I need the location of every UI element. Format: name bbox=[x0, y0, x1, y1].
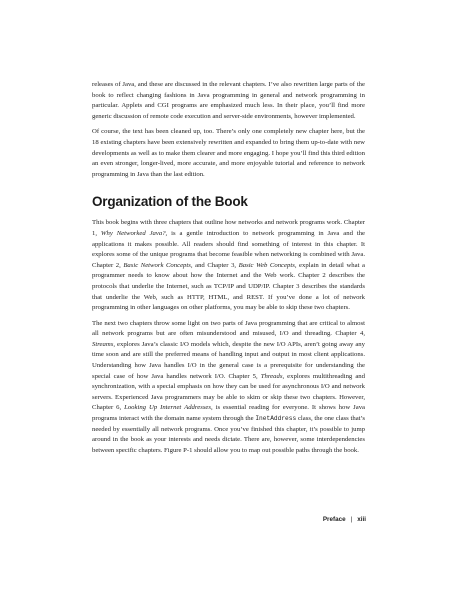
text-run: , explores multithreading and synchronization, with a special emphasis on how they can be used for asynchronous I/O and network servers. Experienced Java programmers may be able to skim or skip these two chapters. However, Chapter 6, bbox=[92, 372, 365, 412]
italic-text: Threads bbox=[260, 372, 283, 380]
footer-separator: | bbox=[350, 516, 353, 523]
italic-text: Basic Web Concepts bbox=[238, 261, 295, 269]
italic-text: Basic Network Concepts bbox=[123, 261, 191, 269]
page-content bbox=[92, 80, 365, 461]
text-run: releases of Java, and these are discussed in the relevant chapters. I’ve also rewritten large parts of the book to reflect changing fashions in Java programming in general and network programming in particular. Applets and CGI programs are emphasized much less. In their place, you’ll find more generic discussion of remote code execution and server-side environments, however implemented. bbox=[92, 81, 365, 120]
text-run: Of course, the text has been cleaned up, too. There’s only one completely new chapter here, but the 18 existing chapters have been extensively rewritten and expanded to bring them up-to-date with new developments as well as to make them clearer and more engaging. I hope you’ll find this third edition an even stronger, longer-lived, more accurate, and more enjoyable tutorial and reference to network programming in Java than the last edition. bbox=[92, 128, 365, 178]
code-text: InetAddress bbox=[255, 415, 297, 423]
body-paragraph bbox=[92, 218, 365, 313]
footer-section-title: Preface bbox=[322, 516, 346, 523]
organization-section bbox=[92, 218, 365, 456]
text-run: The next two chapters throw some light on two parts of Java programming that are critical to almost all network programs but are often misunderstood and misused, I/O and threading. Chapter 4, bbox=[92, 319, 365, 338]
body-paragraph bbox=[92, 319, 365, 457]
text-run: , is essential reading for everyone. It shows how Java programs interact with the domain name system through the bbox=[92, 404, 366, 423]
text-run: class, the one class that’s needed by essentially all network programs. Once you’ve finished this chapter, it’s possible to jump around in the book as your interests and needs dictate. There are, however, some interdependencies between specific chapters. Figure P-1 should allow you to map out possible paths through the book. bbox=[92, 415, 366, 454]
italic-text: Why Networked Java? bbox=[100, 229, 166, 237]
section-heading: Organization of the Book bbox=[92, 194, 248, 210]
body-paragraph bbox=[92, 80, 365, 122]
page-footer bbox=[300, 516, 366, 523]
italic-text: Looking Up Internet Addresses bbox=[124, 404, 211, 412]
footer-page-number: xiii bbox=[357, 516, 366, 523]
intro-section bbox=[92, 80, 365, 180]
text-run: This book begins with three chapters that outline how networks and network programs work. Chapter 1, bbox=[92, 219, 365, 237]
text-run: , and Chapter 3, bbox=[190, 261, 239, 269]
italic-text: Streams bbox=[92, 340, 114, 348]
body-paragraph bbox=[92, 127, 365, 180]
text-run: , explain in detail what a programmer needs to know about how the Internet and the Web work. Chapter 2 describes the protocols that underlie the Internet, such as TCP/IP and UDP/IP. Chapter 3 describes the standards that underlie the Web, such as HTTP, HTML, and REST. If you’ve done a lot of network programming in other languages on other platforms, you may be able to skip these two chapters. bbox=[92, 261, 366, 312]
text-run: , is a gentle introduction to network programming in Java and the applications it makes possible. All readers should find something of interest in this chapter. It explores some of the unique programs that become feasible when networking is combined with Java. Chapter 2, bbox=[92, 229, 366, 269]
text-run: , explores Java’s classic I/O models which, despite the new I/O APIs, aren’t going away any time soon and are still the preferred means of handling input and output in most client applications. Understanding how Java handles I/O in the general case is a prerequisite for understanding the special case of how Java handles network I/O. Chapter 5, bbox=[92, 340, 365, 380]
